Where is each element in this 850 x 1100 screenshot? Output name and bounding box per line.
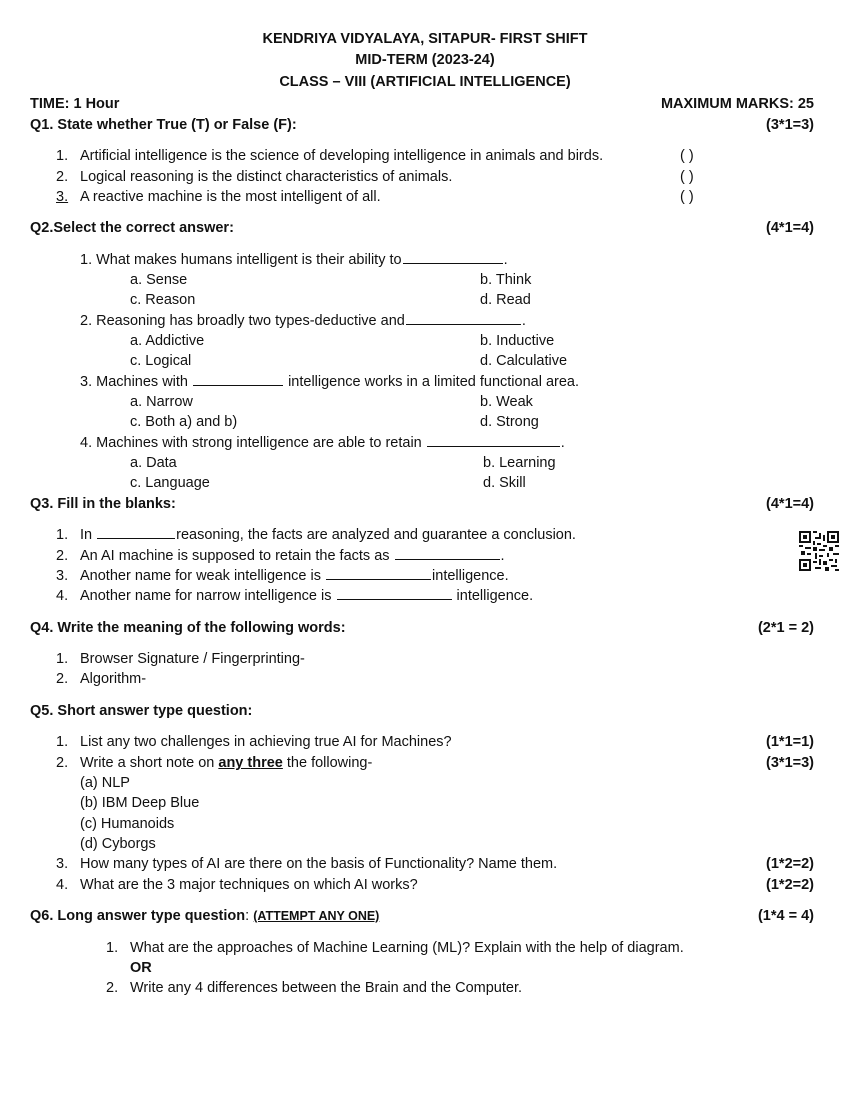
q3-item-number: 4. <box>56 588 69 604</box>
q6-title-text: Q6. Long answer type question <box>30 908 246 924</box>
time-label: TIME: 1 Hour <box>30 96 120 112</box>
q1-item-number: 3. <box>56 189 69 205</box>
class-title: CLASS – VIII (ARTIFICIAL INTELLIGENCE) <box>279 74 571 90</box>
q1-item-number: 1. <box>56 148 69 164</box>
q2-question-end: . <box>503 252 508 268</box>
q2-question-text: 4. Machines with strong intelligence are able to retain <box>80 435 422 451</box>
q5-item-marks: (1*2=2) <box>766 877 814 893</box>
q2-question-end: . <box>521 313 526 329</box>
answer-blank[interactable] <box>193 384 283 386</box>
q3-item-end: intelligence. <box>432 568 509 584</box>
q6-marks: (1*4 = 4) <box>757 908 814 924</box>
q2-title: Q2.Select the correct answer: <box>30 220 234 236</box>
q1-item-number: 2. <box>56 169 69 185</box>
q3-item-number: 1. <box>56 527 69 543</box>
q5-item <box>80 756 372 771</box>
option-a: a. Addictive <box>130 333 205 349</box>
q1-title: Q1. State whether True (T) or False (F): <box>30 117 297 133</box>
answer-blank[interactable] <box>395 558 500 560</box>
q1-item-text: Logical reasoning is the distinct characteristics of animals. <box>80 169 453 185</box>
option-c: c. Both a) and b) <box>130 414 238 430</box>
q2-question <box>80 253 508 268</box>
answer-blank[interactable] <box>326 578 431 580</box>
q3-item <box>80 549 505 564</box>
option-a: a. Data <box>130 455 177 471</box>
q5-emphasis: any three <box>218 755 283 771</box>
q5-subitem: (a) NLP <box>80 775 130 791</box>
q2-question-text: 3. Machines with <box>80 374 188 390</box>
q4-item-text: Browser Signature / Fingerprinting- <box>80 651 305 667</box>
q3-marks: (4*1=4) <box>766 496 814 512</box>
q2-question-end: intelligence works in a limited functional area. <box>288 374 580 390</box>
q2-question-end: . <box>560 435 565 451</box>
option-c: c. Reason <box>130 292 196 308</box>
q2-question <box>80 314 526 329</box>
q6-colon: : <box>245 908 250 924</box>
q5-item-marks: (3*1=3) <box>766 755 814 771</box>
q5-item-text: List any two challenges in achieving true AI for Machines? <box>80 734 452 750</box>
q2-question-text: 2. Reasoning has broadly two types-deductive and <box>80 313 405 329</box>
q3-title: Q3. Fill in the blanks: <box>30 496 176 512</box>
q5-subitem: (d) Cyborgs <box>80 836 156 852</box>
q3-item-text: Another name for narrow intelligence is <box>80 588 332 604</box>
q1-answer-box: ( ) <box>680 189 694 205</box>
q1-item-text: A reactive machine is the most intelligent of all. <box>80 189 381 205</box>
max-marks: MAXIMUM MARKS: 25 <box>660 96 814 112</box>
q5-subitem: (b) IBM Deep Blue <box>80 795 200 811</box>
answer-blank[interactable] <box>427 445 560 447</box>
q3-item-text: Another name for weak intelligence is <box>80 568 321 584</box>
q5-item-number: 4. <box>56 877 69 893</box>
option-a: a. Sense <box>130 272 188 288</box>
q4-item-number: 1. <box>56 651 69 667</box>
q4-item-text: Algorithm- <box>80 671 147 687</box>
option-b: b. Weak <box>480 394 533 410</box>
option-c: c. Language <box>130 475 210 491</box>
q6-item-text: Write any 4 differences between the Brain and the Computer. <box>130 980 523 996</box>
q6-title <box>30 909 379 924</box>
q4-item-number: 2. <box>56 671 69 687</box>
option-b: b. Learning <box>483 455 556 471</box>
q5-item-marks: (1*1=1) <box>766 734 814 750</box>
q5-item-number: 2. <box>56 755 69 771</box>
answer-blank[interactable] <box>406 323 521 325</box>
q6-or: OR <box>130 960 152 976</box>
q1-item-text: Artificial intelligence is the science of developing intelligence in animals and birds. <box>80 148 604 164</box>
q3-item-text: An AI machine is supposed to retain the facts as <box>80 548 390 564</box>
q5-item-marks: (1*2=2) <box>766 856 814 872</box>
q2-question <box>80 436 565 451</box>
q5-item-text: What are the 3 major techniques on which AI works? <box>80 877 418 893</box>
q3-item-end: . <box>500 548 505 564</box>
q1-marks: (3*1=3) <box>766 117 814 133</box>
exam-title: MID-TERM (2023-24) <box>355 52 495 68</box>
option-d: d. Strong <box>480 414 539 430</box>
answer-blank[interactable] <box>403 262 503 264</box>
qr-code-icon <box>799 531 839 571</box>
option-b: b. Think <box>480 272 532 288</box>
q6-item-number: 2. <box>106 980 119 996</box>
q4-marks: (2*1 = 2) <box>757 620 814 636</box>
q5-item-number: 3. <box>56 856 69 872</box>
q6-item-number: 1. <box>106 940 119 956</box>
q2-question-text: 1. What makes humans intelligent is their ability to <box>80 252 402 268</box>
q1-answer-box: ( ) <box>680 169 694 185</box>
q5-subitem: (c) Humanoids <box>80 816 175 832</box>
q3-item <box>80 528 576 543</box>
q3-item <box>80 569 509 584</box>
q5-item-text: How many types of AI are there on the basis of Functionality? Name them. <box>80 856 558 872</box>
option-c: c. Logical <box>130 353 192 369</box>
q5-title: Q5. Short answer type question: <box>30 703 253 719</box>
q4-title: Q4. Write the meaning of the following words: <box>30 620 346 636</box>
q3-item-number: 2. <box>56 548 69 564</box>
answer-blank[interactable] <box>337 598 452 600</box>
q5-item-number: 1. <box>56 734 69 750</box>
option-b: b. Inductive <box>480 333 555 349</box>
option-a: a. Narrow <box>130 394 193 410</box>
option-d: d. Skill <box>483 475 526 491</box>
q3-item <box>80 589 533 604</box>
q2-question <box>80 375 579 390</box>
q5-item-end: the following- <box>286 755 373 771</box>
q3-item-end: reasoning, the facts are analyzed and guarantee a conclusion. <box>176 527 576 543</box>
q6-attempt-note: (ATTEMPT ANY ONE) <box>253 909 380 923</box>
q3-item-text: In <box>80 527 93 543</box>
q6-item-text: What are the approaches of Machine Learning (ML)? Explain with the help of diagram. <box>130 940 684 956</box>
option-d: d. Calculative <box>480 353 568 369</box>
q3-item-end: intelligence. <box>456 588 534 604</box>
option-d: d. Read <box>480 292 531 308</box>
q1-answer-box: ( ) <box>680 148 694 164</box>
q2-marks: (4*1=4) <box>766 220 814 236</box>
answer-blank[interactable] <box>97 537 175 539</box>
q5-item-text: Write a short note on <box>80 755 215 771</box>
school-name: KENDRIYA VIDYALAYA, SITAPUR- FIRST SHIFT <box>262 31 588 47</box>
q3-item-number: 3. <box>56 568 69 584</box>
